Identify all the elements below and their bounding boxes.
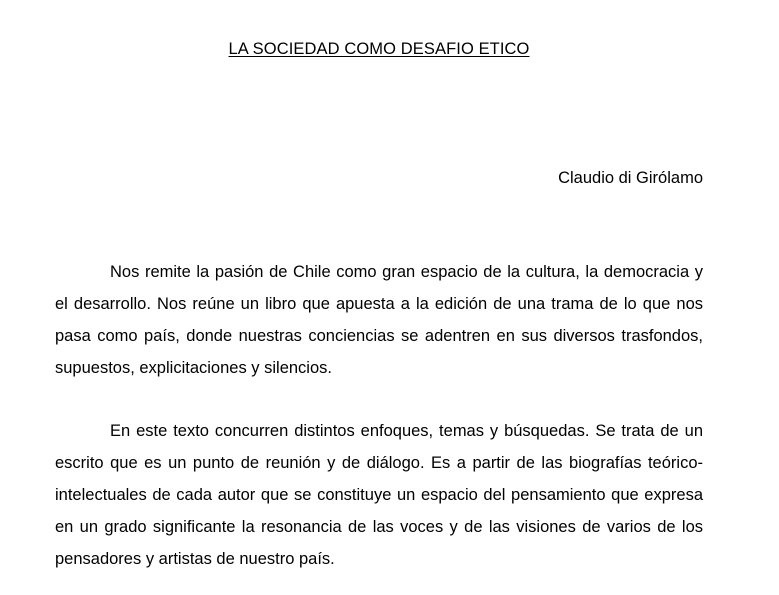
paragraph-1: Nos remite la pasión de Chile como gran espacio de la cultura, la democracia y el desarrollo. Nos reúne un libro que apuesta a la edición de una trama de lo que nos pasa como país, donde nuestras conciencias se adentren en sus diversos trasfondos, supuestos, explicitaciones y silencios. [55,263,703,377]
paragraph-2: En este texto concurren distintos enfoques, temas y búsquedas. Se trata de un escrito que es un punto de reunión y de diálogo. Es a partir de las biografías teórico-intelectuales de cada autor que se constituye un espacio del pensamiento que expresa en un grado significante la resonancia de las voces y de las visiones de varios de los pensadores y artistas de nuestro país. [55,422,703,568]
document-title: LA SOCIEDAD COMO DESAFIO ETICO [228,40,530,58]
document-author: Claudio di Girólamo [558,169,703,187]
